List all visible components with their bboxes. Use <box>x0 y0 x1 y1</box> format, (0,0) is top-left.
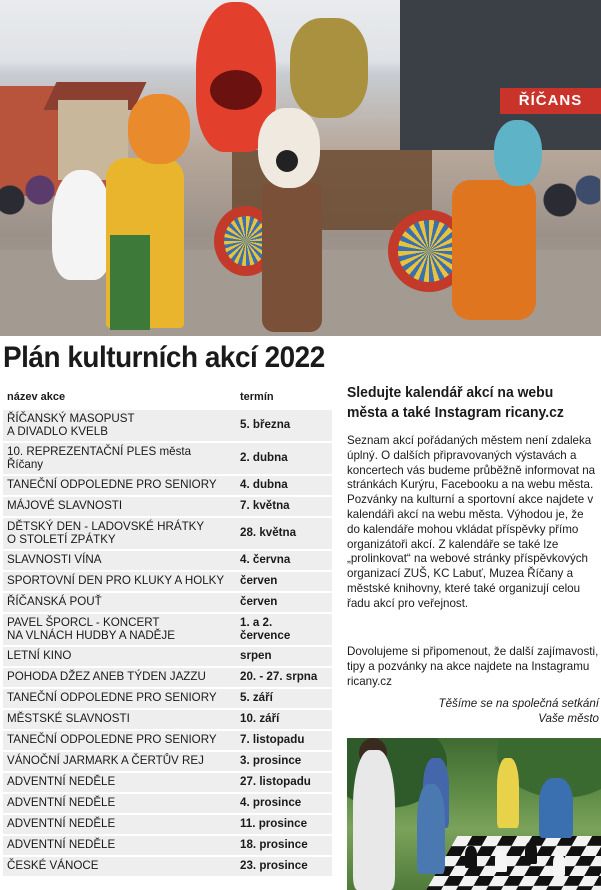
table-row <box>3 518 332 551</box>
event-name: SPORTOVNÍ DEN PRO KLUKY A HOLKY <box>7 574 225 588</box>
event-date: 1. a 2. července <box>240 615 291 642</box>
photo-brown-costume <box>262 182 322 332</box>
table-row <box>3 815 332 836</box>
event-date: 4. dubna <box>240 478 288 492</box>
table-row <box>3 668 332 689</box>
sidebar-paragraph: Seznam akcí pořádaných městem není zdaleka úplný. O dalších připravovaných výstavách a koncertech vás budeme průběžně informovat na stránkách Kurýru, Facebooku a na webu města. Pozvánky na kulturní a sportovní akce najdete v kalendáři akcí na webu města. Výhodou je, že do kalendáře mohou vkládat příspěvky přímo organizátoři akcí. Z kalendáře se také lze „prolinkovat“ na webové stránky příspěvkových organizací ZUŠ, KC Labuť, Muzea Říčany a městské knihovny, které také organizují celou řadu akcí pro veřejnost. <box>347 434 596 610</box>
table-row <box>3 443 332 476</box>
column-header-date: termín <box>240 391 274 404</box>
event-name: PAVEL ŠPORCL - KONCERT NA VLNÁCH HUDBY A NADĚJE <box>7 615 175 642</box>
event-name: MĚSTSKÉ SLAVNOSTI <box>7 712 130 726</box>
event-date: červen <box>240 574 278 588</box>
event-name: TANEČNÍ ODPOLEDNE PRO SENIORY <box>7 733 217 747</box>
event-date: 4. prosince <box>240 796 302 810</box>
photo-chess-piece <box>553 854 565 876</box>
page-title: Plán kulturních akcí 2022 <box>3 341 325 374</box>
event-name: ŘÍČANSKÁ POUŤ <box>7 595 102 609</box>
table-row <box>3 614 332 647</box>
photo-person <box>539 778 573 838</box>
event-date: 5. září <box>240 691 273 705</box>
photo-chess-piece <box>465 846 477 868</box>
event-name: LETNÍ KINO <box>7 649 72 663</box>
event-date: 23. prosince <box>240 859 308 873</box>
event-name: TANEČNÍ ODPOLEDNE PRO SENIORY <box>7 691 217 705</box>
table-row <box>3 794 332 815</box>
event-date: červen <box>240 595 278 609</box>
event-name: ADVENTNÍ NEDĚLE <box>7 796 116 810</box>
signature-line: Vaše město <box>538 711 599 725</box>
table-row <box>3 572 332 593</box>
sidebar-title: Sledujte kalendář akcí na webu města a také Instagram ricany.cz <box>347 384 564 421</box>
events-table-header <box>3 387 332 410</box>
sidebar-paragraph: Dovolujeme si připomenout, že další zajímavosti, tipy a pozvánky na akce najdete na Instagramu ricany.cz <box>347 645 599 688</box>
event-name: ADVENTNÍ NEDĚLE <box>7 775 116 789</box>
event-name: ADVENTNÍ NEDĚLE <box>7 838 116 852</box>
chess-photo <box>347 738 601 890</box>
table-row <box>3 497 332 518</box>
event-date: 3. prosince <box>240 754 302 768</box>
event-name: VÁNOČNÍ JARMARK A ČERTŮV REJ <box>7 754 204 768</box>
event-date: 7. listopadu <box>240 733 305 747</box>
photo-orange-costume <box>452 180 536 320</box>
table-row <box>3 593 332 614</box>
event-name: ADVENTNÍ NEDĚLE <box>7 817 116 831</box>
table-row <box>3 410 332 443</box>
event-name: ČESKÉ VÁNOCE <box>7 859 99 873</box>
event-date: 2. dubna <box>240 451 288 465</box>
event-name: 10. REPREZENTAČNÍ PLES města Říčany <box>7 444 192 471</box>
sidebar-signature <box>339 697 599 727</box>
table-row <box>3 836 332 857</box>
event-date: 18. prosince <box>240 838 308 852</box>
photo-stall-sign: ŘÍČANS <box>500 88 601 114</box>
photo-white-mask <box>258 108 320 188</box>
table-row <box>3 731 332 752</box>
event-name: SLAVNOSTI VÍNA <box>7 553 102 567</box>
event-name: POHODA DŽEZ ANEB TÝDEN JAZZU <box>7 670 206 684</box>
table-row <box>3 857 332 878</box>
event-date: 7. května <box>240 499 290 513</box>
table-row <box>3 551 332 572</box>
event-date: 20. - 27. srpna <box>240 670 318 684</box>
table-row <box>3 647 332 668</box>
event-date: srpen <box>240 649 272 663</box>
event-name: MÁJOVÉ SLAVNOSTI <box>7 499 123 513</box>
photo-white-costume <box>52 170 112 280</box>
carnival-photo <box>0 0 601 336</box>
events-table <box>3 387 332 878</box>
photo-person <box>353 750 395 890</box>
table-row <box>3 773 332 794</box>
event-name: DĚTSKÝ DEN - LADOVSKÉ HRÁTKY O STOLETÍ ZPÁTKY <box>7 519 205 546</box>
photo-orange-mask <box>128 94 190 164</box>
signature-line: Těšíme se na společná setkání <box>438 697 599 710</box>
event-name: TANEČNÍ ODPOLEDNE PRO SENIORY <box>7 478 217 492</box>
photo-person <box>497 758 519 828</box>
event-date: 28. května <box>240 526 297 540</box>
event-name: ŘÍČANSKÝ MASOPUST A DIVADLO KVELB <box>7 411 135 438</box>
table-row <box>3 710 332 731</box>
photo-white-mask-mouth <box>276 150 298 172</box>
photo-olive-mask <box>290 18 368 118</box>
table-row <box>3 752 332 773</box>
event-date: 5. března <box>240 418 291 432</box>
photo-blue-mask <box>494 120 542 186</box>
event-date: 10. září <box>240 712 280 726</box>
photo-chess-piece <box>525 842 537 864</box>
events-table-body <box>3 410 332 878</box>
column-header-name: název akce <box>7 391 66 404</box>
photo-red-mask-mouth <box>210 70 262 110</box>
event-date: 11. prosince <box>240 817 308 831</box>
table-row <box>3 689 332 710</box>
event-date: 27. listopadu <box>240 775 311 789</box>
table-row <box>3 476 332 497</box>
photo-green-trousers <box>110 235 150 330</box>
event-date: 4. června <box>240 553 291 567</box>
photo-person <box>417 784 445 874</box>
photo-chess-piece <box>495 850 507 872</box>
